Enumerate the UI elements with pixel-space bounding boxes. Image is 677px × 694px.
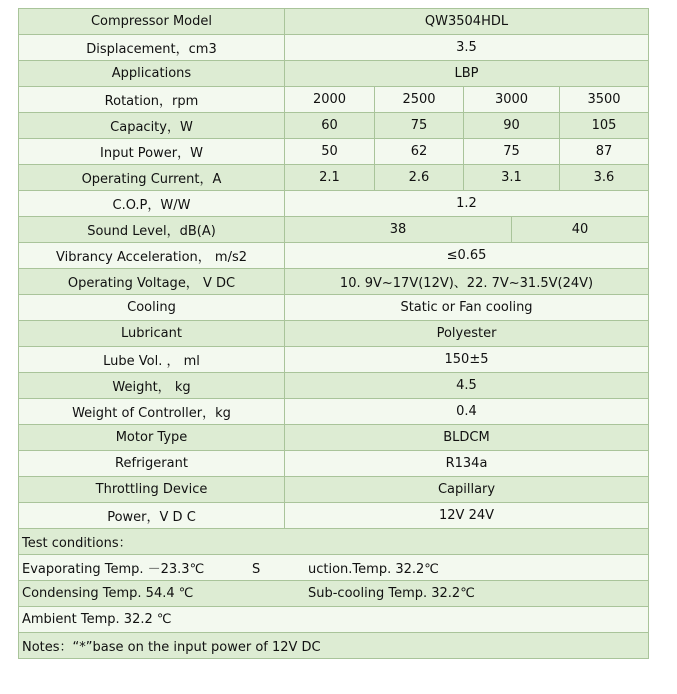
row-operating-current: [19, 165, 649, 191]
row-test-conditions: [19, 529, 649, 555]
row-controller-weight: [19, 399, 649, 425]
row-cop: [19, 191, 649, 217]
label-throttling: Throttling Device: [19, 477, 285, 503]
row-evaporating: [19, 555, 649, 581]
rotation-value: 3000: [464, 87, 560, 113]
label-motor-type: Motor Type: [19, 425, 285, 451]
row-input-power: [19, 139, 649, 165]
row-cooling: [19, 295, 649, 321]
compressor-spec-table: [18, 8, 649, 659]
rotation-value: 2500: [375, 87, 464, 113]
row-throttling: [19, 477, 649, 503]
label-refrigerant: Refrigerant: [19, 451, 285, 477]
value-vibrancy: ≤0.65: [285, 243, 649, 269]
operating-current-value: 2.1: [285, 165, 375, 191]
label-lube-vol: Lube Vol. ， ml: [19, 347, 285, 373]
value-operating-voltage: 10. 9V~17V(12V)、22. 7V~31.5V(24V): [285, 269, 649, 295]
value-throttling: Capillary: [285, 477, 649, 503]
value-power: 12V 24V: [285, 503, 649, 529]
value-lube-vol: 150±5: [285, 347, 649, 373]
row-displacement: [19, 35, 649, 61]
input-power-value: 50: [285, 139, 375, 165]
row-motor-type: [19, 425, 649, 451]
value-applications: LBP: [285, 61, 649, 87]
test-conditions-heading: Test conditions：: [19, 529, 649, 555]
operating-current-value: 3.6: [560, 165, 649, 191]
evaporating-temp: Evaporating Temp. －23.3℃: [22, 562, 205, 577]
value-weight: 4.5: [285, 373, 649, 399]
capacity-value: 75: [375, 113, 464, 139]
row-lubricant: [19, 321, 649, 347]
label-rotation: Rotation，rpm: [19, 87, 285, 113]
label-compressor-model: Compressor Model: [19, 9, 285, 35]
row-vibrancy: [19, 243, 649, 269]
input-power-value: 75: [464, 139, 560, 165]
row-condensing: [19, 581, 649, 607]
row-ambient: [19, 607, 649, 633]
row-weight: [19, 373, 649, 399]
condensing-temp: Condensing Temp. 54.4 ℃: [22, 586, 194, 601]
label-cop: C.O.P，W/W: [19, 191, 285, 217]
input-power-value: 62: [375, 139, 464, 165]
operating-current-value: 3.1: [464, 165, 560, 191]
value-controller-weight: 0.4: [285, 399, 649, 425]
subcooling-temp: Sub-cooling Temp. 32.2℃: [308, 586, 475, 601]
row-capacity: [19, 113, 649, 139]
label-applications: Applications: [19, 61, 285, 87]
label-operating-voltage: Operating Voltage， V DC: [19, 269, 285, 295]
suction-s-fragment: S: [252, 562, 261, 577]
label-capacity: Capacity，W: [19, 113, 285, 139]
sound-level-value: 40: [512, 217, 649, 243]
row-power: [19, 503, 649, 529]
label-displacement: Displacement，cm3: [19, 35, 285, 61]
value-cop: 1.2: [285, 191, 649, 217]
label-controller-weight: Weight of Controller，kg: [19, 399, 285, 425]
rotation-value: 3500: [560, 87, 649, 113]
row-compressor-model: [19, 9, 649, 35]
row-lube-vol: [19, 347, 649, 373]
suction-temp: uction.Temp. 32.2℃: [308, 562, 439, 577]
operating-current-value: 2.6: [375, 165, 464, 191]
label-operating-current: Operating Current，A: [19, 165, 285, 191]
capacity-value: 60: [285, 113, 375, 139]
label-input-power: Input Power，W: [19, 139, 285, 165]
value-motor-type: BLDCM: [285, 425, 649, 451]
label-lubricant: Lubricant: [19, 321, 285, 347]
condensing-subcooling-cell: [19, 581, 649, 607]
notes: Notes：“*”base on the input power of 12V DC: [19, 633, 649, 659]
label-sound-level: Sound Level，dB(A): [19, 217, 285, 243]
input-power-value: 87: [560, 139, 649, 165]
capacity-value: 105: [560, 113, 649, 139]
label-cooling: Cooling: [19, 295, 285, 321]
ambient-temp: Ambient Temp. 32.2 ℃: [19, 607, 649, 633]
label-vibrancy: Vibrancy Acceleration， m/s2: [19, 243, 285, 269]
row-applications: [19, 61, 649, 87]
row-notes: [19, 633, 649, 659]
label-weight: Weight， kg: [19, 373, 285, 399]
capacity-value: 90: [464, 113, 560, 139]
label-power: Power，V D C: [19, 503, 285, 529]
row-sound-level: [19, 217, 649, 243]
value-compressor-model: QW3504HDL: [285, 9, 649, 35]
row-operating-voltage: [19, 269, 649, 295]
value-cooling: Static or Fan cooling: [285, 295, 649, 321]
evaporating-suction-cell: [19, 555, 649, 581]
row-rotation: [19, 87, 649, 113]
value-refrigerant: R134a: [285, 451, 649, 477]
rotation-value: 2000: [285, 87, 375, 113]
value-lubricant: Polyester: [285, 321, 649, 347]
value-displacement: 3.5: [285, 35, 649, 61]
row-refrigerant: [19, 451, 649, 477]
sound-level-value: 38: [285, 217, 512, 243]
